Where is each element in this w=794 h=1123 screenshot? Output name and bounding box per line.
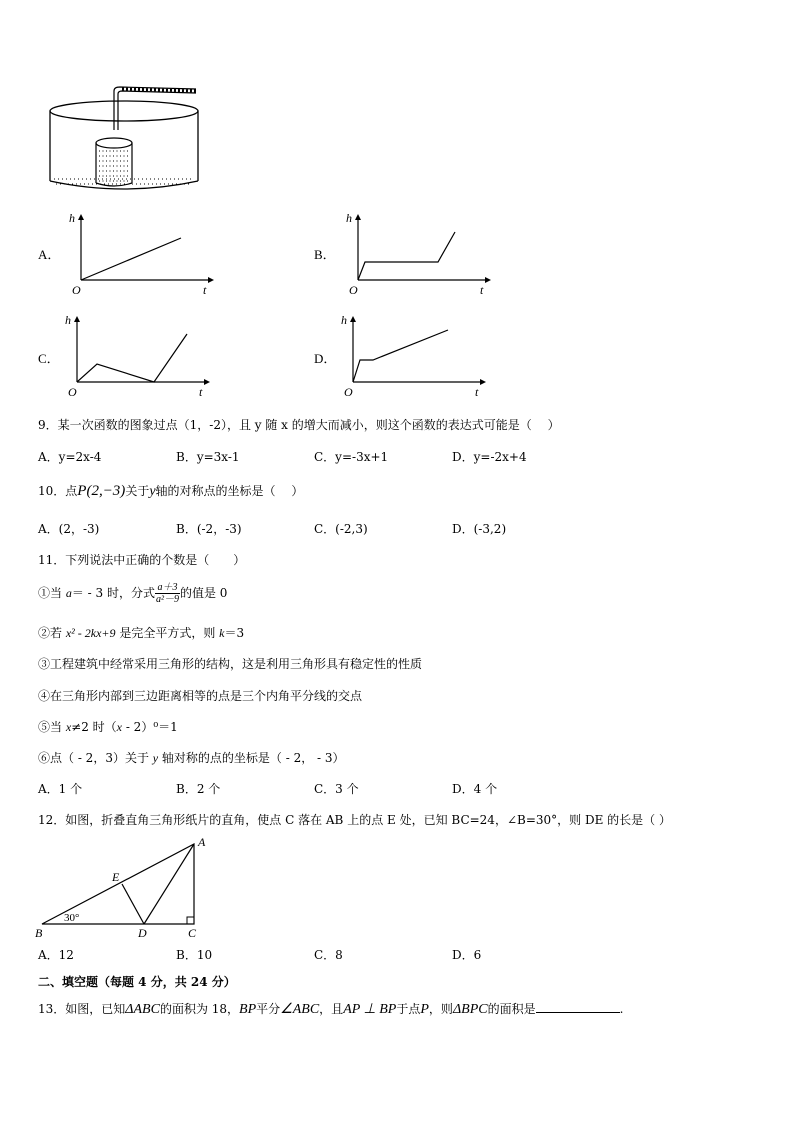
q13-p4: ，且 [319, 1002, 344, 1016]
q12-label-b: B [35, 926, 43, 940]
option-c-label: C． [38, 351, 60, 366]
q11-s2-post: ＝3 [224, 626, 245, 640]
container-figure [44, 85, 204, 195]
q12-option-d: D．6 [452, 948, 482, 962]
graph-d-h: h [341, 313, 347, 327]
section-2-heading: 二、填空题（每题 4 分，共 24 分） [38, 975, 236, 989]
q13-m4: AP ⊥ BP [343, 1002, 397, 1017]
q10-stem [38, 482, 303, 500]
q11-option-d: D．4 个 [452, 782, 498, 796]
q10-option-d: D．(-3,2) [452, 522, 507, 536]
q12-label-a: A [198, 835, 206, 849]
graph-a-o: O [72, 283, 81, 297]
q11-s5-mid: ≠2 时（ [71, 720, 117, 734]
q11-fraction-numerator: a＋3 [155, 582, 180, 594]
q11-s2-expr: x² - 2kx+9 [65, 626, 116, 640]
q10-num: 10．点 [38, 484, 78, 498]
q12-option-b: B．10 [176, 948, 213, 962]
q11-option-c: C．3 个 [314, 782, 359, 796]
q11-option-a: A．1 个 [38, 782, 83, 796]
graph-b-h: h [346, 211, 352, 225]
q11-s5-post: - 2）⁰＝1 [122, 720, 178, 734]
q11-s2-var: k [219, 626, 225, 640]
q12-label-angle: 30° [64, 912, 80, 924]
graph-a-h: h [69, 211, 75, 225]
q9-option-a: A．y=2x-4 [38, 450, 102, 464]
q11-s1-var: a [65, 586, 72, 600]
q11-s6-var: y [152, 751, 159, 765]
q10-rest-b: 轴的对称点的坐标是（ ） [155, 484, 304, 498]
q10-option-c: C．(-2,3) [314, 522, 368, 536]
q11-s6-pre: ⑥点（ - 2，3）关于 [38, 751, 153, 765]
q11-stem: 11．下列说法中正确的个数是（ ） [38, 553, 246, 567]
q13-m6: ΔBPC [452, 1002, 488, 1017]
q11-s1-pre: ①当 [38, 586, 66, 600]
graph-a [66, 210, 216, 298]
q13-p6: ，则 [428, 1002, 453, 1016]
q11-statement-6 [38, 749, 345, 766]
q13-answer-blank[interactable] [536, 1000, 620, 1013]
q11-statement-3: ③工程建筑中经常采用三角形的结构，这是利用三角形具有稳定性的性质 [38, 657, 423, 671]
q13-m2: BP [239, 1002, 257, 1017]
q11-statement-2 [38, 624, 244, 641]
q12-label-c: C [188, 926, 197, 940]
q12-option-a: A．12 [38, 948, 74, 962]
q11-statement-4: ④在三角形内部到三边距离相等的点是三个内角平分线的交点 [38, 689, 363, 703]
q11-s1-mid: ＝ - 3 时，分式 [71, 586, 155, 600]
q10-point: P(2,−3) [77, 483, 126, 499]
q11-s2-mid: 是完全平方式，则 [115, 626, 220, 640]
q11-fraction [155, 582, 180, 605]
q11-statement-1 [38, 582, 227, 605]
q9-option-c: C．y=-3x+1 [314, 450, 389, 464]
graph-b-t: t [480, 283, 484, 297]
graph-a-t: t [203, 283, 207, 297]
q12-label-d: D [138, 926, 147, 940]
q13-m1: ΔABC [125, 1002, 160, 1017]
q13-p8: . [619, 1002, 624, 1016]
q9-option-b: B．y=3x-1 [176, 450, 240, 464]
q13-p3: 平分 [256, 1002, 281, 1016]
q11-s1-post: 的值是 0 [179, 586, 228, 600]
graph-d [338, 312, 488, 400]
option-d-label: D． [314, 351, 337, 366]
graph-c-o: O [68, 385, 77, 399]
q13-stem [38, 1000, 623, 1018]
q12-stem: 12．如图，折叠直角三角形纸片的直角，使点 C 落在 AB 上的点 E 处，已知 BC=24，∠B=30°，则 DE 的长是（ ） [38, 813, 671, 827]
q13-p7: 的面积是 [487, 1002, 536, 1016]
q10-option-b: B．(-2，-3) [176, 522, 242, 536]
q13-m5: P [420, 1002, 429, 1017]
q11-s5-pre: ⑤当 [38, 720, 66, 734]
q12-option-c: C．8 [314, 948, 343, 962]
q11-s5-var: x [65, 720, 72, 734]
option-b-label: B． [314, 247, 336, 262]
graph-c-t: t [199, 385, 203, 399]
q13-p5: 于点 [396, 1002, 421, 1016]
q10-option-a: A．(2，-3) [38, 522, 100, 536]
q10-rest-a: 关于 [125, 484, 150, 498]
graph-b-o: O [349, 283, 358, 297]
graph-d-o: O [344, 385, 353, 399]
q13-m3: ∠ABC [280, 1002, 320, 1017]
graph-c [62, 312, 212, 400]
graph-d-t: t [475, 385, 479, 399]
graph-b [343, 210, 493, 298]
q12-triangle-figure [32, 834, 216, 942]
q11-s6-post: 轴对称的点的坐标是（ - 2， - 3） [158, 751, 345, 765]
graph-c-h: h [65, 313, 71, 327]
q13-p1: 13．如图，已知 [38, 1002, 126, 1016]
q13-p2: 的面积为 18， [159, 1002, 240, 1016]
q11-statement-5 [38, 718, 178, 735]
q10-axis: y [149, 484, 156, 499]
q9-stem: 9．某一次函数的图象过点（1，-2），且 y 随 x 的增大而减小，则这个函数的表达式可能是（ ） [38, 418, 560, 432]
q9-option-d: D．y=-2x+4 [452, 450, 527, 464]
q11-s5-var2: x [116, 720, 122, 734]
q12-label-e: E [112, 870, 120, 884]
q11-option-b: B．2 个 [176, 782, 221, 796]
q11-s2-pre: ②若 [38, 626, 66, 640]
option-a-label: A． [38, 247, 61, 262]
q11-fraction-denominator: a²－9 [155, 594, 179, 605]
